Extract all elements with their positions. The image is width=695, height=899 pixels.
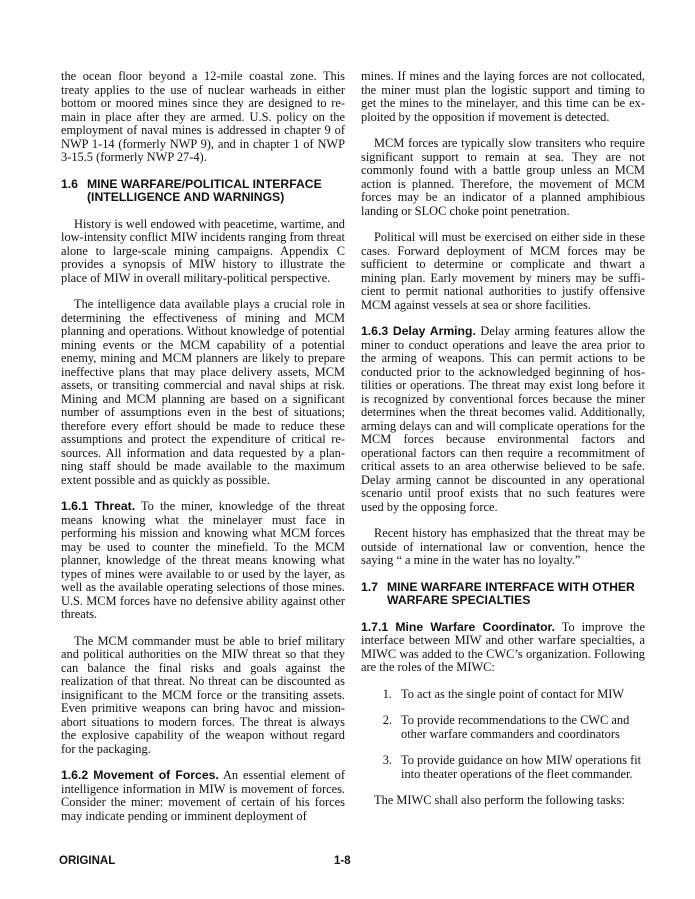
paragraph: mines. If mines and the laying forces are not collocated, the miner must plan the logistic support and timing to get the mines to the minelayer, and this time can be exploited by the opposition if movement is detected. — [361, 69, 645, 124]
list-number: 2. — [382, 713, 392, 727]
section-number: 1.7 — [361, 579, 378, 594]
list-text: To provide guidance on how MIW operations fit into theater operations of the fleet commander. — [401, 753, 642, 781]
subsection-1-6-3 — [361, 325, 645, 514]
subsection-1-6-1 — [61, 500, 345, 622]
paragraph: the ocean floor beyond a 12-mile coastal zone. This treaty applies to the use of nuclear warheads in either bottom or moored mines since they are designed to remain in place after they are armed. U.S. policy on the employment of naval mines is addressed in chapter 9 of NWP 1-14 (formerly NWP 9), and in chapter 1 of NWP 3-15.5 (formerly NWP 27-4). — [61, 69, 345, 164]
list-item — [361, 714, 645, 741]
section-heading-1-6 — [61, 178, 345, 205]
subsection-heading: 1.6.3 Delay Arming. — [361, 324, 476, 338]
subsection-heading: 1.7.1 Mine Warfare Coordinator. — [361, 619, 555, 634]
section-heading-1-7 — [361, 581, 645, 608]
subsection-text: To improve the interface between MIW and other warfare specialties, a MIWC was added to the CWC’s organization. Following are the roles of the MIWC: — [361, 619, 646, 674]
section-number: 1.6 — [61, 176, 78, 191]
paragraph: The MCM commander must be able to brief military and political authorities on the MIW threat so that they can balance the final risks and goals against the realization of that threat. No threat can be discounted as insignificant to the MCM force or the transiting assets. Even primitive weapons can bring havoc and mission- abort situations to modern forces. The threat is always the explosive capability of the weapon without regard for the packaging. — [61, 633, 345, 756]
subsection-text: To the miner, knowledge of the threat means knowing what the minelayer must face in performing his mission and knowing what MCM forces may be used to counter the minefield. To the MCM planner, knowledge of the threat means knowing what types of mines were available to or used by the layer, as well as the available operating selections of those mines. U.S. MCM forces have no defensive ability against other threats. — [61, 499, 345, 621]
paragraph: Political will must be exercised on either side in these cases. Forward deployment of MCM forces may be sufficient to determine or complicate and thwart a mining plan. Early movement by miners may be sufficient to permit national authorities to justify offensive MCM against vessels at sea or shore facilities. — [361, 230, 645, 312]
list-text: To provide recommendations to the CWC and other warfare commanders and coordinators — [401, 713, 630, 741]
subsection-1-7-1 — [361, 621, 645, 675]
list-item — [361, 688, 645, 702]
paragraph: History is well endowed with peacetime, wartime, and low-intensity conflict MIW incidents ranging from threat alone to large-scale mining campaigns. Appendix C provides a synopsis of MIW history to illustrate the place of MIW in overall military-political perspective. — [61, 216, 345, 285]
miwc-roles-list — [361, 688, 645, 782]
paragraph: MCM forces are typically slow transiters who require significant support to remain at sea. They are not commonly found with a battle group unless an MCM action is planned. Therefore, the movement of MCM forces may be an indicator of a planned amphibious landing or SLOC choke point penetration. — [361, 136, 645, 218]
left-column — [61, 70, 345, 836]
page-number: 1-8 — [334, 855, 351, 867]
subsection-heading: 1.6.2 Movement of Forces. — [61, 768, 219, 782]
list-text: To act as the single point of contact for MIW — [401, 686, 625, 701]
section-title: MINE WARFARE/POLITICAL INTERFACE (INTELLIGENCE AND WARNINGS) — [87, 176, 322, 204]
paragraph: The MIWC shall also perform the following tasks: — [374, 793, 625, 807]
list-number: 3. — [382, 753, 392, 767]
section-title: MINE WARFARE INTERFACE WITH OTHER WARFARE SPECIALTIES — [387, 579, 635, 607]
subsection-heading: 1.6.1 Threat. — [61, 499, 136, 513]
subsection-text: Delay arming features allow the miner to conduct operations and leave the area prior to the arming of weapons. This can permit actions to be conducted prior to the acknowledged beginning of hostilities or operations. The threat may exist long before it is recognized by conventional forces because the miner determines when the threat becomes valid. Additionally, arming delays can and will complicate operations for the MCM forces because environmental factors and operational factors can then require a recommitment of critical assets to an area otherwise believed to be safe. Delay arming cannot be discounted in any operational scenario until proof exists that no such features were used by the opposing force. — [361, 324, 646, 514]
right-column — [361, 70, 645, 821]
paragraph: The intelligence data available plays a crucial role in determining the effectiveness of mining and MCM planning and operations. Without knowledge of potential mining events or the MCM capability of a potential enemy, mining and MCM planners are likely to prepare ineffective plans that may place delivery assets, MCM assets, or transiting commercial and naval ships at risk. Mining and MCM planning are based on a significant number of assumptions even in the best of situations; therefore every effort should be made to reduce these assumptions and protect the expenditure of critical resources. All information and data requested by a planning staff should be made available to the maximum extent possible and as quickly as possible. — [61, 297, 345, 487]
paragraph: Recent history has emphasized that the threat may be outside of international law or convention, hence the saying “ a mine in the water has no loyalty.” — [361, 526, 645, 567]
subsection-text: An essential element of intelligence information in MIW is movement of forces. Consider the miner: movement of certain of his forces may indicate pending or imminent deployment of — [61, 768, 345, 823]
footer-status: ORIGINAL — [59, 855, 116, 867]
subsection-1-6-2 — [61, 769, 345, 823]
list-number: 1. — [382, 686, 392, 701]
list-item — [361, 754, 645, 781]
